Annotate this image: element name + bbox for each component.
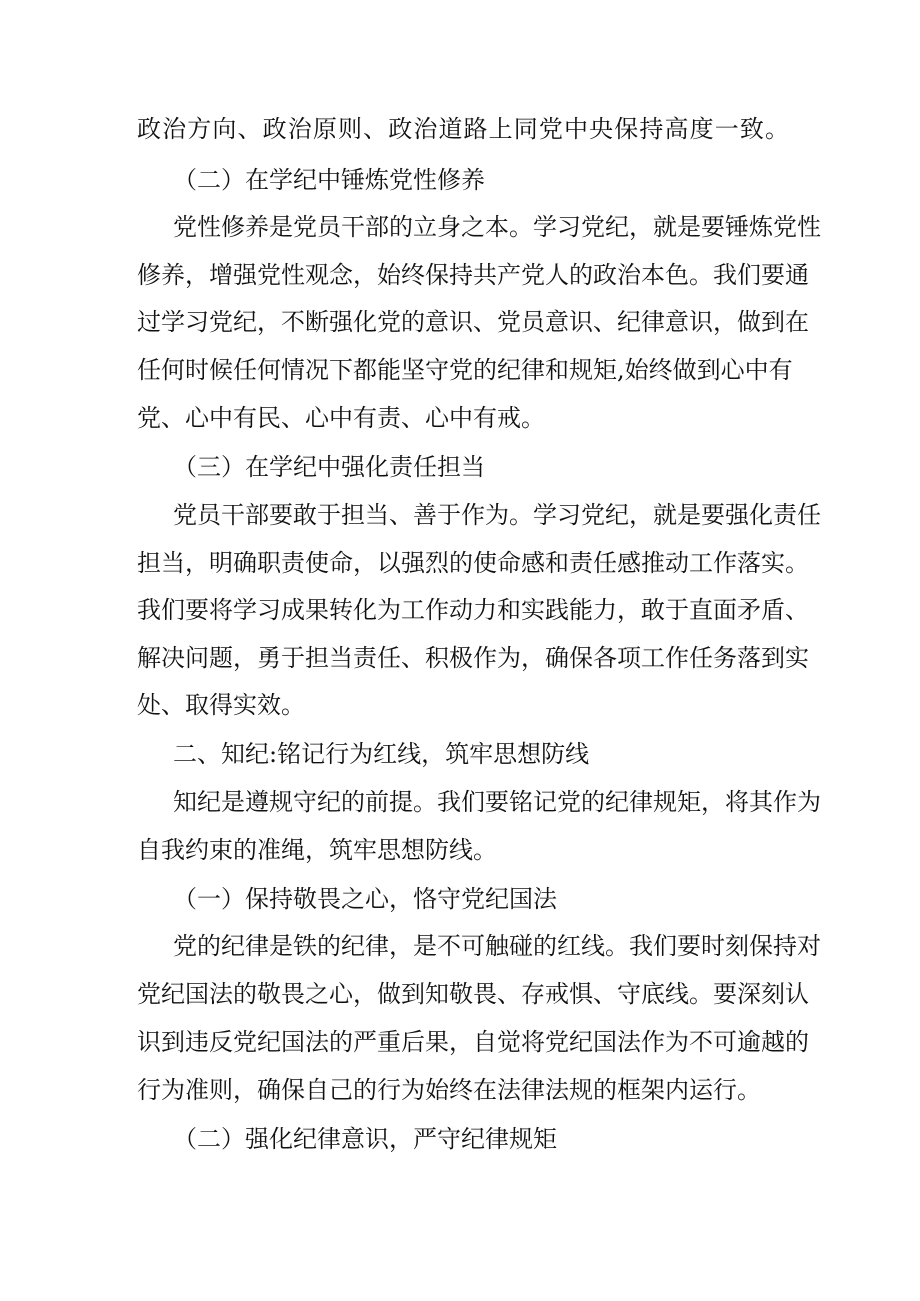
body-text-line: 政治方向、政治原则、政治道路上同党中央保持高度一致。 (137, 115, 789, 143)
body-text-line: 过学习党纪，不断强化党的意识、党员意识、纪律意识，做到在 (137, 308, 809, 336)
body-text-line: 任何时候任何情况下都能坚守党的纪律和规矩,始终做到心中有 (137, 356, 793, 384)
body-text-line: 我们要将学习成果转化为工作动力和实践能力，敢于直面矛盾、 (137, 596, 809, 624)
body-text-line: 党纪国法的敬畏之心，做到知敬畏、存戒惧、守底线。要深刻认 (137, 980, 809, 1008)
body-text-line: 党性修养是党员干部的立身之本。学习党纪，就是要锤炼党性 (173, 213, 821, 241)
body-text-line: 修养，增强党性观念，始终保持共产党人的政治本色。我们要通 (137, 261, 809, 289)
section-heading: （一）保持敬畏之心，恪守党纪国法 (173, 885, 557, 913)
body-text-line: 党的纪律是铁的纪律，是不可触碰的红线。我们要时刻保持对 (173, 932, 821, 960)
section-heading: （二）强化纪律意识，严守纪律规矩 (173, 1125, 557, 1153)
body-text-line: 党员干部要敢于担当、善于作为。学习党纪，就是要强化责任 (173, 501, 821, 529)
section-heading: （二）在学纪中锤炼党性修养 (173, 166, 485, 194)
body-text-line: 自我约束的准绳，筑牢思想防线。 (137, 836, 497, 864)
body-text-line: 行为准则，确保自己的行为始终在法律法规的框架内运行。 (137, 1076, 761, 1104)
body-text-line: 知纪是遵规守纪的前提。我们要铭记党的纪律规矩，将其作为 (173, 788, 821, 816)
section-heading: 二、知纪:铭记行为红线，筑牢思想防线 (173, 740, 590, 768)
body-text-line: 处、取得实效。 (137, 691, 305, 719)
body-text-line: 解决问题，勇于担当责任、积极作为，确保各项工作任务落到实 (137, 644, 809, 672)
section-heading: （三）在学纪中强化责任担当 (173, 453, 485, 481)
body-text-line: 识到违反党纪国法的严重后果，自觉将党纪国法作为不可逾越的 (137, 1028, 809, 1056)
body-text-line: 担当，明确职责使命，以强烈的使命感和责任感推动工作落实。 (137, 549, 809, 577)
body-text-line: 党、心中有民、心中有责、心中有戒。 (137, 404, 545, 432)
